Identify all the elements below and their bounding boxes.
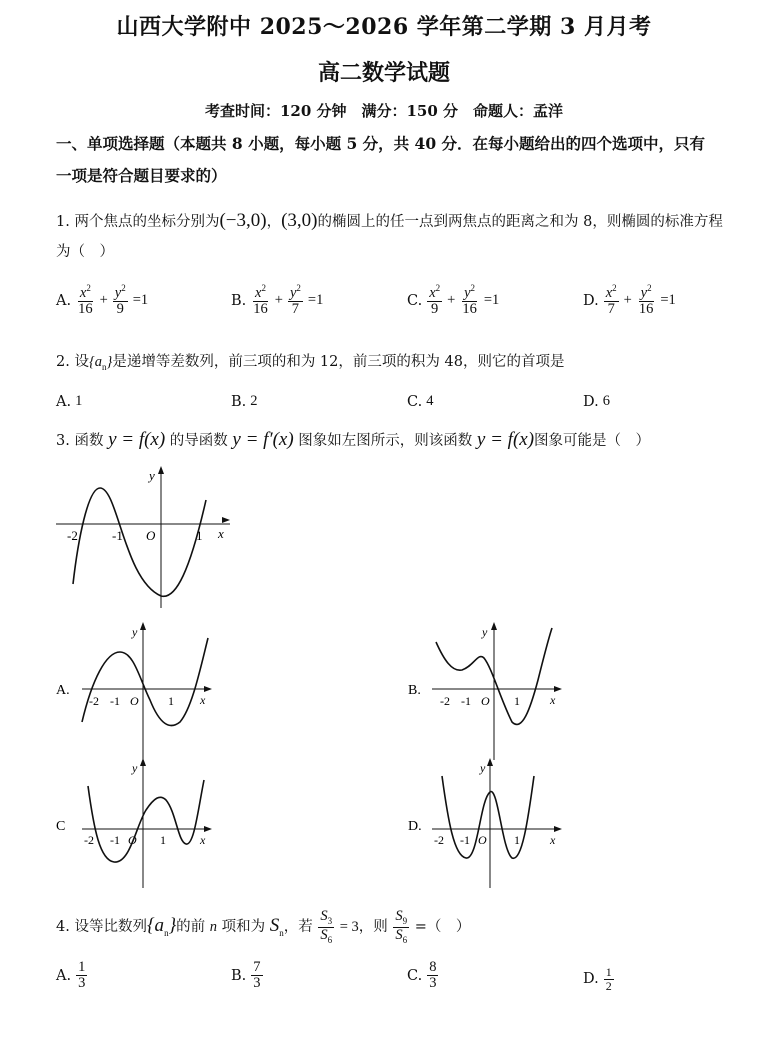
question-4	[56, 906, 768, 953]
option-a-curve	[82, 638, 208, 726]
svg-text:1: 1	[514, 694, 520, 708]
q2-number: 2.	[56, 354, 70, 370]
q4-text-b: 的前	[176, 919, 206, 935]
section-heading-line1: 一、单项选择题（本题共 8 小题，每小题 5 分，共 40 分．在每小题给出的四个选项中，只有	[56, 134, 706, 153]
y-arrow-icon	[158, 466, 164, 474]
q4-text-a: 设等比数列	[74, 919, 147, 935]
q4-option-d[interactable]: D. $\frac{1}{2}$	[583, 965, 612, 993]
svg-text:x: x	[200, 693, 206, 707]
option-c-graph	[56, 758, 212, 888]
q1-option-label: D.	[583, 292, 599, 309]
q4-option-a[interactable]: A. $\frac{1}{3}$	[56, 959, 86, 992]
q2-option-c[interactable]: C. 4	[407, 393, 434, 410]
x-axis-label: x	[218, 526, 224, 541]
q4-number: 4.	[56, 919, 70, 935]
svg-text:-2: -2	[89, 694, 99, 708]
y-axis-label: y	[149, 468, 155, 483]
q3-text-c: 图象如左图所示，则该函数	[298, 433, 473, 449]
q1-sep: ，	[266, 214, 282, 230]
q4-eq1: = 3	[339, 919, 359, 935]
q1-option-b[interactable]: B. $\frac{x^2}{16}$ + $\frac{y^2}{7}$ =1	[231, 283, 324, 318]
tick-label-m1: -1	[112, 528, 123, 543]
q1-point-1: (−3,0)	[219, 210, 267, 231]
q1-option-a[interactable]: A. $\frac{x^2}{16}$ + $\frac{y^2}{9}$ =1	[56, 283, 149, 318]
q3-graphs	[0, 460, 768, 900]
origin-label: O	[146, 528, 156, 543]
q2-option-d[interactable]: D. 6	[583, 393, 610, 410]
q1-number: 1.	[56, 214, 70, 230]
y-arrow-icon	[140, 758, 146, 766]
x-arrow-icon	[554, 826, 562, 832]
option-b-label: B.	[408, 683, 421, 698]
q4-ratio-2: $\frac{S_9}{S_6}$	[395, 908, 408, 945]
q4-option-b[interactable]: B. $\frac{7}{3}$	[231, 959, 261, 992]
q4-option-c[interactable]: C. $\frac{8}{3}$	[407, 959, 437, 992]
svg-text:y: y	[482, 625, 488, 639]
q4-ratio-1: $\frac{S_3}{S_6}$	[320, 908, 333, 945]
exam-subtitle: 高二数学试题	[317, 60, 450, 86]
q3-f1: y = f(x)	[108, 429, 166, 450]
option-c-label: C	[56, 819, 66, 834]
tick-label-m2: -2	[67, 528, 78, 543]
q4-text-e: ，则	[358, 919, 388, 935]
y-arrow-icon	[140, 622, 146, 630]
q3-number: 3.	[56, 433, 70, 449]
svg-text:1: 1	[514, 833, 520, 847]
q4-text-d: ，若	[283, 919, 313, 935]
q4-eq2: =（ ）	[414, 919, 471, 935]
q4-seq: $\{a_n\}$	[146, 915, 177, 938]
svg-text:-1: -1	[110, 833, 120, 847]
x-arrow-icon	[222, 517, 230, 523]
tick-label-p1: 1	[196, 528, 203, 543]
q1-text-c: 为（ ）	[56, 244, 114, 260]
q2-option-a[interactable]: A. 1	[56, 393, 83, 410]
svg-text:O: O	[130, 694, 139, 708]
option-d-label: D.	[408, 819, 422, 834]
svg-text:O: O	[478, 833, 487, 847]
x-arrow-icon	[204, 686, 212, 692]
svg-text:1: 1	[168, 694, 174, 708]
question-2	[56, 347, 768, 382]
question-3	[56, 425, 768, 456]
svg-text:-1: -1	[461, 694, 471, 708]
q3-text-d: 图象可能是（ ）	[534, 433, 651, 449]
svg-text:y: y	[132, 625, 138, 639]
q4-text-c: 项和为	[221, 919, 266, 935]
section-heading	[56, 128, 768, 192]
derivative-graph	[56, 466, 230, 608]
svg-text:-2: -2	[440, 694, 450, 708]
option-d-graph	[408, 758, 562, 888]
svg-text:y: y	[480, 761, 486, 775]
q2-seq: $\{a_n\}$	[88, 354, 113, 372]
derivative-curve	[73, 488, 206, 596]
y-arrow-icon	[487, 758, 493, 766]
y-arrow-icon	[491, 622, 497, 630]
section-heading-line2: 一项是符合题目要求的）	[56, 166, 227, 185]
q1-point-2: (3,0)	[281, 210, 318, 231]
q1-text-b: 的椭圆上的任一点到两焦点的距离之和为 8，则椭圆的标准方程	[317, 214, 723, 230]
option-c-curve	[88, 780, 204, 862]
q1-option-d[interactable]: D. $\frac{x^2}{7}$ + $\frac{y^2}{16}$ =1	[583, 283, 676, 318]
q3-text-b: 的导函数	[169, 433, 228, 449]
svg-text:O: O	[128, 833, 137, 847]
svg-text:-1: -1	[460, 833, 470, 847]
q3-f2: y = f′(x)	[232, 429, 294, 450]
option-a-label: A.	[56, 683, 70, 698]
q1-option-label: C.	[407, 292, 423, 309]
svg-text:x: x	[550, 693, 556, 707]
q1-text-a: 两个焦点的坐标分别为	[74, 214, 220, 230]
svg-text:y: y	[132, 761, 138, 775]
svg-text:x: x	[550, 833, 556, 847]
svg-text:-2: -2	[84, 833, 94, 847]
x-arrow-icon	[204, 826, 212, 832]
q2-text-b: 是递增等差数列，前三项的和为 12，前三项的积为 48，则它的首项是	[112, 354, 565, 370]
q1-option-c[interactable]: C. $\frac{x^2}{9}$ + $\frac{y^2}{16}$ =1	[407, 283, 500, 318]
q4-n: n	[209, 919, 218, 935]
option-a-graph	[56, 622, 212, 760]
svg-text:x: x	[200, 833, 206, 847]
exam-title: 山西大学附中 2025～2026 学年第二学期 3 月月考	[116, 14, 652, 40]
question-1	[56, 206, 768, 267]
x-arrow-icon	[554, 686, 562, 692]
svg-text:O: O	[481, 694, 490, 708]
q1-option-label: B.	[231, 292, 247, 309]
q1-option-label: A.	[56, 292, 72, 309]
q4-sn: $S_n$	[269, 915, 284, 938]
svg-text:-2: -2	[434, 833, 444, 847]
svg-text:-1: -1	[110, 694, 120, 708]
exam-info: 考查时间：120 分钟 满分：150 分 命题人：孟洋	[204, 102, 564, 120]
q3-f3: y = f(x)	[476, 429, 535, 450]
q2-option-b[interactable]: B. 2	[231, 393, 258, 410]
svg-text:1: 1	[160, 833, 166, 847]
q2-text-a: 设	[74, 354, 89, 370]
option-d-curve	[442, 776, 534, 858]
option-b-graph	[408, 622, 562, 760]
q3-text-a: 函数	[74, 433, 104, 449]
